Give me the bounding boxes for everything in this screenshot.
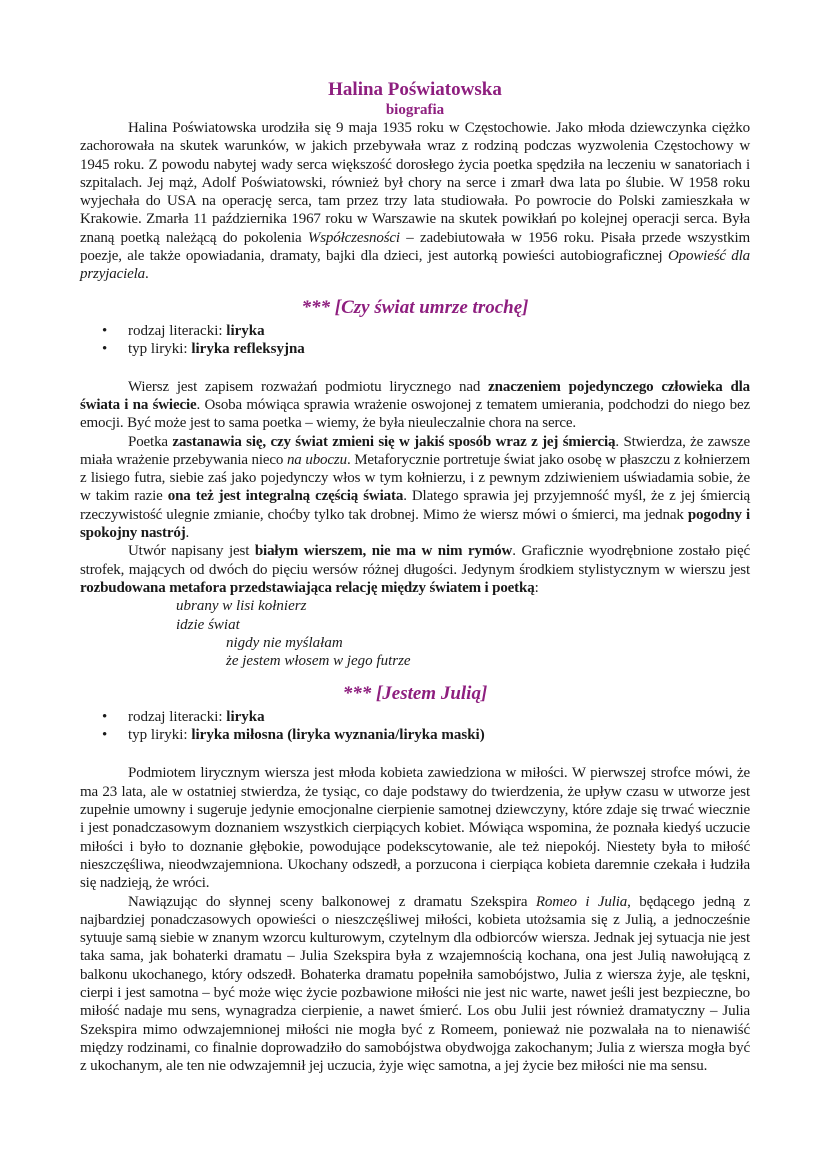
analysis-paragraph: [80, 764, 750, 892]
text-run: . Graficznie wyodrębnione zostało pięć strofek, mających od dwóch do pięciu wersów różnej długości. Jedynym środkiem stylistycznym w wierszu jest: [80, 543, 750, 578]
fact-lyric-type: [80, 726, 750, 744]
analysis-paragraph: [80, 378, 750, 433]
text-run: , będącego jedną z najbardziej ponadczasowych opowieści o nieszczęśliwej miłości, kobieta utożsamia się z Julią, a jednocześnie sytuuje samą siebie w znanym wzorcu kulturowym, czytelnym dla odbiorców wiersza. Jednak jej sytuacja nie jest taka sama, jak bohaterki dramatu – Julia Szekspira była z wzajemnością kochana, ona jest Julią nawołującą z balkonu ukochanego, który odszedł. Bohaterka dramatu popełniła samobójstwo, Julia z wiersza żyje, ale tęskni, cierpi i jest samotna – być może więc życie pozbawione miłości nie jest nic warte, nawet jeśli jest bezpieczne, bo miłość nadaje mu sens, wynagradza cierpienie, a nawet śmierć. Los obu Julii jest również dramatyczny – Julia Szekspira mimo odwzajemnionej miłości nie mogła być z Romeem, ponieważ nie pozwalała na to nienawiść między rodzinami, co finalnie doprowadziło do samobójstwa obydwojga zakochanym; Julia z wiersza mogła być z ukochanym, ale ten nie odwzajemnił jej uczucia, żyje więc samotna, a jej życie bez miłości nie ma sensu.: [80, 893, 750, 1075]
section-czy-swiat-umrze-troche: [80, 296, 750, 671]
spacer: [80, 358, 750, 378]
quote-line: idzie świat: [176, 616, 240, 633]
fact-label: typ liryki:: [128, 340, 192, 357]
spacer: [80, 744, 750, 764]
text-run: Nawiązując do słynnej sceny balkonowej z dramatu Szekspira: [128, 893, 536, 910]
text-run: Wiersz jest zapisem rozważań podmiotu lirycznego nad: [128, 378, 489, 395]
text-run: .: [145, 266, 149, 283]
text-run: – zadebiutowała w 1956 roku. Pisała przede wszystkim poezje, ale także opowiadania, dramaty, bajki dla dzieci, jest autorką powieści autobiograficznej: [80, 229, 750, 265]
text-run: :: [534, 579, 539, 596]
emphasis-italic: Romeo i Julia: [535, 893, 628, 910]
fact-lyric-type: [80, 340, 750, 358]
emphasis-bold: białym wierszem, nie ma w nim rymów: [254, 543, 513, 560]
document-page: [80, 78, 750, 1075]
quote-line: nigdy nie myślałam: [226, 634, 343, 651]
analysis-paragraph: [80, 542, 750, 597]
bullet-icon: •: [102, 322, 108, 339]
fact-label: rodzaj literacki:: [128, 322, 227, 339]
emphasis-bold: pogodny i spokojny nastrój: [80, 506, 750, 542]
text-run: Utwór napisany jest: [128, 543, 255, 560]
facts-list: [80, 322, 750, 358]
fact-label: typ liryki:: [128, 727, 192, 744]
emphasis-bold: znaczeniem pojedynczego człowieka dla świata i na świecie: [80, 378, 751, 413]
text-run: .: [185, 525, 190, 542]
fact-label: rodzaj literacki:: [128, 709, 227, 726]
section-jestem-julia: [80, 682, 750, 1075]
emphasis-italic: Opowieść dla przyjaciela: [80, 248, 750, 283]
fact-value: liryka: [226, 709, 265, 726]
emphasis-italic: Współczesności: [307, 229, 400, 246]
text-run: . Stwierdza, że zawsze miała wrażenie przebywania nieco: [80, 433, 750, 468]
emphasis-bold: ona też jest integralną częścią świata: [167, 488, 404, 505]
fact-value: liryka refleksyjna: [191, 340, 305, 357]
bullet-icon: •: [102, 709, 108, 726]
biography-paragraph: [80, 119, 750, 284]
text-run: . Osoba mówiąca sprawia wrażenie oswojonej z tematem umierania, podchodzi do niego bez emocji. Być może jest to sama poetka – wiemy, że była nieuleczalnie chora na serce.: [80, 396, 750, 432]
fact-genre: [80, 708, 750, 726]
facts-list: [80, 708, 750, 744]
text-run: Podmiotem lirycznym wiersza jest młoda kobieta zawiedziona w miłości. W pierwszej strofce mówi, że ma 23 lata, ale w ostatniej stwierdza, że tysiąc, co daje podstawy do twierdzenia, że upływ czasu w utworze jest zupełnie umowny i sugeruje jedynie emocjonalne cierpienie samotnej dziewczyny, które zdaje się trwać wiecznie i jest ponadczasowym doznaniem wszystkich cierpiących kobiet. Mówiąca wspomina, że poznała kiedyś uczucie miłości i było to doznanie głębokie, powodujące podekscytowanie, ale też niepokój. Niestety była to miłość nieszczęśliwa, nieodwzajemniona. Ukochany odszedł, a porzucona i cierpiąca kobieta daremnie czekała i łudziła się nadzieją, że wróci.: [80, 765, 750, 892]
text-run: . Dlatego sprawia jej przyjemność myśl, że z jej śmiercią rzeczywistość ulegnie zmianie, choćby tylko tak drobnej. Mimo że wiersz mówi o śmierci, ma jednak: [80, 488, 750, 523]
bullet-icon: •: [102, 340, 108, 357]
text-run: Poetka: [128, 433, 173, 450]
quote-line: że jestem włosem w jego futrze: [226, 653, 411, 670]
poem-quote: [80, 597, 750, 670]
quote-line: ubrany w lisi kołnierz: [176, 598, 307, 615]
section-title: *** [Jestem Julią]: [342, 683, 488, 705]
fact-value: liryka: [226, 322, 265, 339]
text-run: . Metaforycznie portretuje świat jako osobę w płaszczu z kołnierzem z lisiego futra, siebie zaś jako pojedynczy włos w tym kołnierzu, i z pewnym zdziwieniem uświadamia sobie, że w takim razie: [80, 451, 750, 505]
emphasis-bold: rozbudowana metafora przedstawiająca relację między światem i poetką: [80, 579, 535, 596]
document-subtitle: biografia: [385, 102, 445, 118]
section-title: *** [Czy świat umrze trochę]: [301, 296, 529, 318]
document-title: Halina Poświatowska: [328, 79, 502, 100]
text-run: Halina Poświatowska urodziła się 9 maja 1935 roku w Częstochowie. Jako młoda dziewczynka ciężko zachorowała na skutek warunków, w jakich przebywała wraz z rodziną podczas wyzwolenia Częstochowy w 1945 roku. Z powodu nabytej wady serca większość dorosłego życia poetka spędziła na leczeniu w sanatoriach i szpitalach. Jej mąż, Adolf Poświatowski, również był chory na serce i zmarł dwa lata po ślubie. W 1958 roku wyjechała do USA na operację serca, tam przez trzy lata studiowała. Po powrocie do Polski zamieszkała w Krakowie. Zmarła 11 października 1967 roku w Warszawie na skutek powikłań po kolejnej operacji serca. Była znaną poetką należącą do pokolenia: [80, 120, 750, 246]
fact-value: liryka miłosna (liryka wyznania/liryka maski): [191, 727, 485, 744]
bullet-icon: •: [102, 727, 108, 744]
analysis-paragraph: [80, 893, 750, 1076]
analysis-paragraph: [80, 433, 750, 543]
fact-genre: [80, 322, 750, 340]
emphasis-bold: zastanawia się, czy świat zmieni się w jakiś sposób wraz z jej śmiercią: [172, 433, 616, 450]
emphasis-italic: na uboczu: [286, 451, 347, 468]
